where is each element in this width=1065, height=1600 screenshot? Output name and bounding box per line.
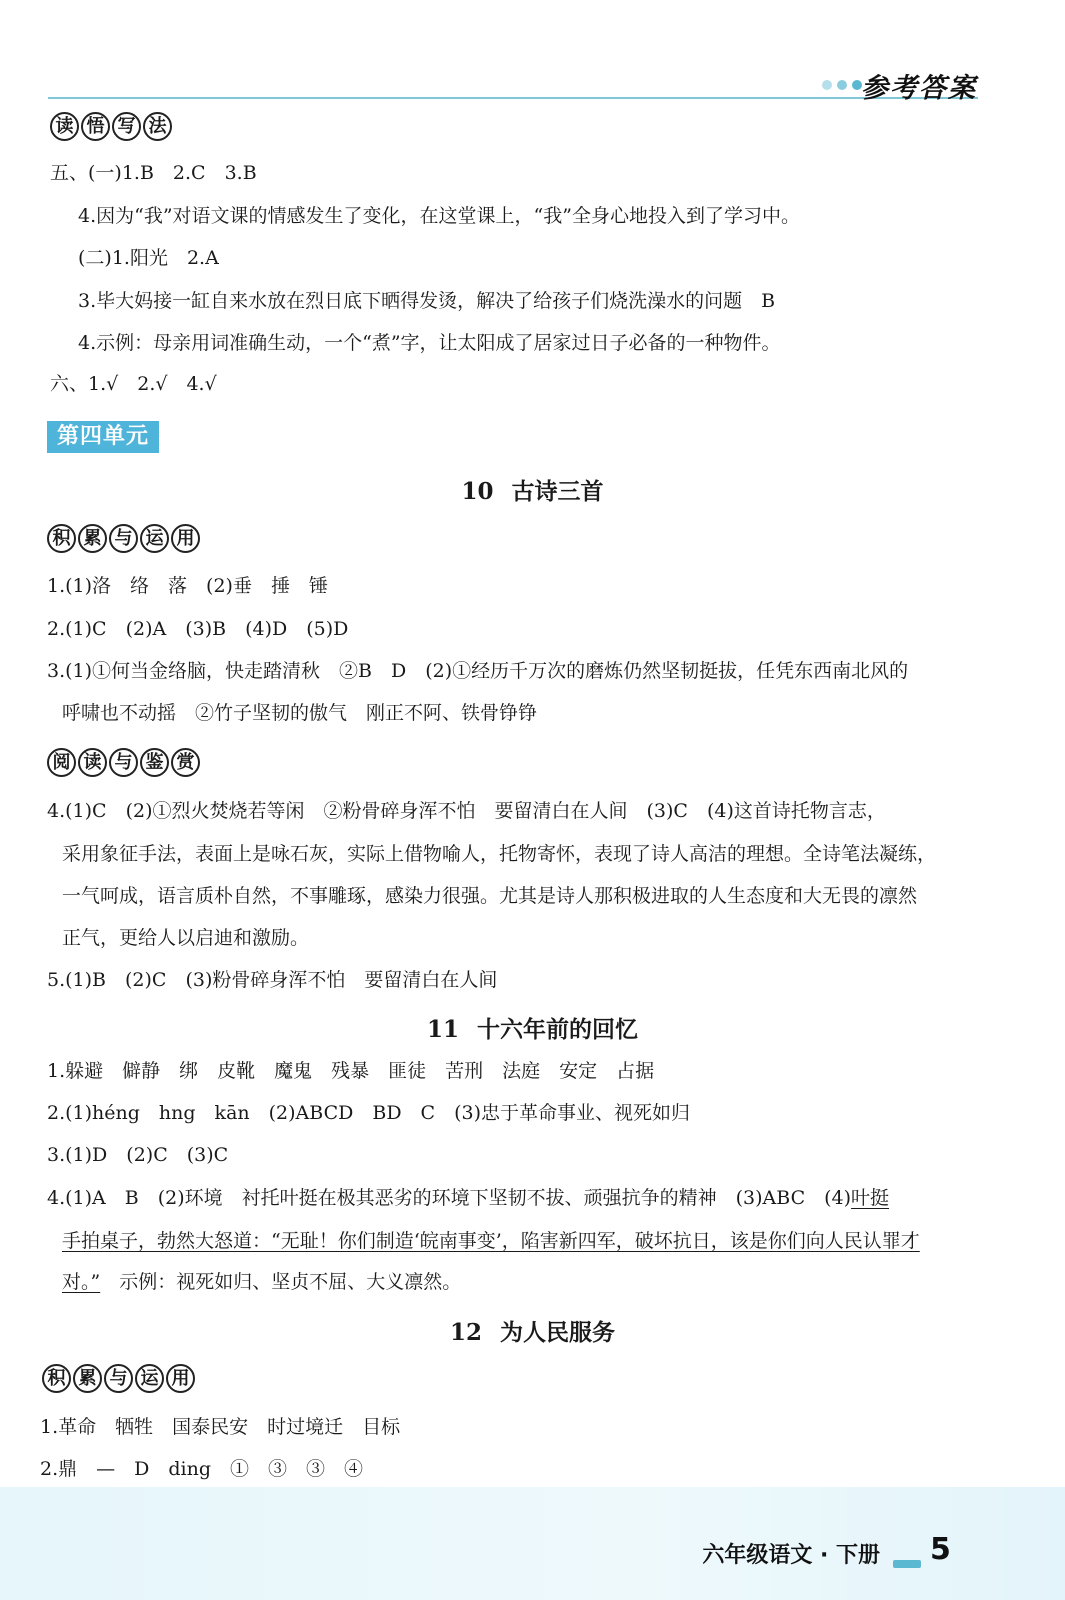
tag-char: 积 (47, 524, 76, 553)
lesson-number: 10 (461, 478, 494, 505)
tag-char: 用 (171, 524, 200, 553)
lesson-title-12 (0, 1314, 1065, 1347)
answer-line: 3.(1)D (2)C (3)C (47, 1144, 229, 1166)
underlined-text: 对。” (62, 1271, 101, 1293)
tag-char: 读 (50, 112, 79, 141)
answer-line (0, 1184, 1065, 1212)
header-dots-icon (822, 80, 862, 92)
section-tag-dwxf (50, 112, 172, 141)
answer-line: 3.(1)①何当金络脑，快走踏清秋 ②B D (2)①经历千万次的磨炼仍然坚韧挺拔，任凭东西南北风的 (47, 660, 909, 682)
tag-char: 赏 (171, 748, 200, 777)
header-title: 参考答案 (861, 73, 977, 104)
lesson-name: 为人民服务 (500, 1320, 615, 1346)
answer-line: 1.躲避 僻静 绑 皮靴 魔鬼 残暴 匪徒 苦刑 法庭 安定 占据 (47, 1060, 655, 1082)
tag-char: 与 (109, 748, 138, 777)
lesson-title-11 (0, 1011, 1065, 1044)
lesson-title-10 (0, 473, 1065, 506)
answer-text: 4.(1)A B (2)环境 衬托叶挺在极其恶劣的环境下坚韧不拔、顽强抗争的精神 (3)ABC (4) (47, 1187, 852, 1209)
tag-char: 与 (104, 1364, 133, 1393)
tag-char: 运 (140, 524, 169, 553)
answer-line: 2.(1)C (2)A (3)B (4)D (5)D (47, 618, 349, 640)
page-number: 5 (930, 1532, 951, 1567)
section-tag-ydjs (47, 748, 200, 777)
answer-line: 五、(一)1.B 2.C 3.B (50, 162, 257, 184)
footer-book-title: 六年级语文 · 下册 (702, 1543, 880, 1568)
underlined-text: 叶挺 (851, 1187, 890, 1209)
tag-char: 写 (112, 112, 141, 141)
tag-char: 读 (78, 748, 107, 777)
tag-char: 与 (109, 524, 138, 553)
answer-line: 1.革命 牺牲 国泰民安 时过境迁 目标 (40, 1416, 401, 1438)
tag-char: 鉴 (140, 748, 169, 777)
lesson-name: 十六年前的回忆 (477, 1017, 638, 1043)
answer-line (0, 1227, 1065, 1255)
answer-line: 4.因为“我”对语文课的情感发生了变化，在这堂课上，“我”全身心地投入到了学习中。 (78, 205, 800, 227)
tag-char: 法 (143, 112, 172, 141)
answer-line: 3.毕大妈接一缸自来水放在烈日底下晒得发烫，解决了给孩子们烧洗澡水的问题 B (78, 290, 776, 312)
answer-line: 一气呵成，语言质朴自然，不事雕琢，感染力很强。尤其是诗人那积极进取的人生态度和大无畏的凛然 (62, 885, 918, 907)
unit-label: 第四单元 (47, 421, 159, 453)
tag-char: 累 (78, 524, 107, 553)
answer-line: (二)1.阳光 2.A (78, 247, 219, 269)
answer-line: 呼啸也不动摇 ②竹子坚韧的傲气 刚正不阿、铁骨铮铮 (62, 702, 538, 724)
tag-char: 累 (73, 1364, 102, 1393)
lesson-number: 11 (426, 1016, 459, 1043)
lesson-name: 古诗三首 (511, 479, 604, 505)
section-tag-jlyy (47, 524, 200, 553)
answer-line: 2.(1)héng hng kān (2)ABCD BD C (3)忠于革命事业、视死如归 (47, 1102, 691, 1124)
answer-text: 示例：视死如归、坚贞不屈、大义凛然。 (100, 1271, 462, 1293)
tag-char: 用 (166, 1364, 195, 1393)
answer-line: 4.示例：母亲用词准确生动，一个“煮”字，让太阳成了居家过日子必备的一种物件。 (78, 332, 781, 354)
footer-band (0, 1487, 1065, 1600)
answer-line: 正气，更给人以启迪和激励。 (62, 927, 310, 949)
answer-line (0, 1268, 1065, 1296)
answer-line: 4.(1)C (2)①烈火焚烧若等闲 ②粉骨碎身浑不怕 要留清白在人间 (3)C (4)这首诗托物言志， (47, 800, 886, 822)
answer-line: 1.(1)洛 络 落 (2)垂 捶 锤 (47, 575, 328, 597)
tag-char: 悟 (81, 112, 110, 141)
header-rule (48, 97, 978, 99)
tag-char: 运 (135, 1364, 164, 1393)
section-tag-jlyy-2 (42, 1364, 195, 1393)
tag-char: 阅 (47, 748, 76, 777)
answer-line: 采用象征手法，表面上是咏石灰，实际上借物喻人，托物寄怀，表现了诗人高洁的理想。全诗笔法凝练， (62, 843, 937, 865)
lesson-number: 12 (449, 1319, 482, 1346)
answer-line: 六、1.√ 2.√ 4.√ (50, 373, 217, 395)
answer-line: 2.鼎 — D ding ① ③ ③ ④ (40, 1458, 364, 1480)
answer-line: 5.(1)B (2)C (3)粉骨碎身浑不怕 要留清白在人间 (47, 969, 498, 991)
footer-accent-bar (893, 1560, 921, 1568)
page-header (0, 0, 1065, 110)
tag-char: 积 (42, 1364, 71, 1393)
underlined-text: 手拍桌子，勃然大怒道：“无耻！你们制造‘皖南事变’，陷害新四军，破坏抗日，该是你们向人民认罪才 (62, 1230, 920, 1252)
